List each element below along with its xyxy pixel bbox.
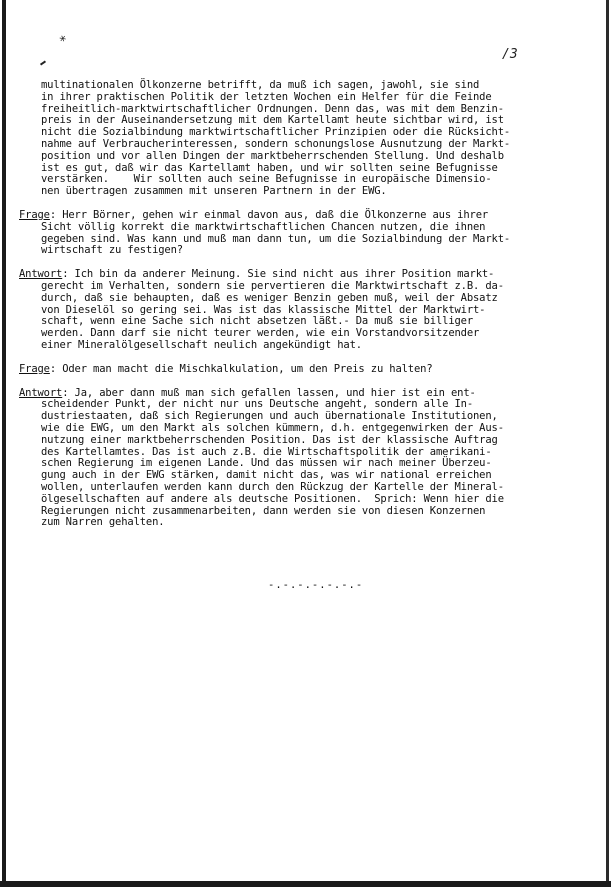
scan-edge-bottom: [0, 881, 611, 887]
text-line: verstärken. Wir sollten auch seine Befugnisse in europäische Dimensio-: [41, 173, 492, 186]
question-1: [19, 210, 589, 257]
text-line: Sicht völlig korrekt die marktwirtschaftlichen Chancen nutzen, die ihnen: [41, 220, 486, 233]
text-line: ist es gut, daß wir das Kartellamt haben, und wir sollten seine Befugnisse: [41, 161, 498, 174]
text-line: nutzung einer marktbeherrschenden Position. Das ist der klassische Auftrag: [41, 433, 498, 446]
text-line: werden. Dann darf sie nicht teurer werden, wie ein Vorstandvorsitzender: [41, 327, 480, 340]
text-line: preis in der Auseinandersetzung mit dem Kartellamt heute sichtbar wird, ist: [41, 114, 504, 127]
text-line: nicht die Sozialbindung marktwirtschaftlicher Prinzipien oder die Rücksicht-: [41, 126, 511, 139]
speaker-label-frage: Frage: [19, 208, 50, 221]
stray-mark: *: [57, 33, 71, 50]
text-line: freiheitlich-marktwirtschaftlicher Ordnungen. Denn das, was mit dem Benzin-: [41, 102, 504, 115]
text-line: nen übertragen zusammen mit unseren Partnern in der EWG.: [41, 185, 387, 198]
text-line: Regierungen nicht zusammenarbeiten, dann werden sie von diesen Konzernen: [41, 504, 486, 517]
question-text: : Herr Börner, gehen wir einmal davon aus, daß die Ölkonzerne aus ihrer: [49, 208, 489, 221]
end-separator: -.-.-.-.-.-.-: [268, 579, 364, 591]
intro-paragraph: [19, 80, 589, 198]
question-2: [19, 364, 589, 376]
text-line: position und vor allen Dingen der marktbeherrschenden Stellung. Und deshalb: [41, 149, 504, 162]
text-line: wollen, unterlaufen werden kann durch den Rückzug der Kartelle der Mineral-: [41, 480, 504, 493]
text-line: wirtschaft zu festigen?: [41, 244, 183, 257]
text-line: schaft, wenn eine Sache sich nicht absetzen läßt.- Da muß sie billiger: [41, 315, 474, 328]
text-line: gung auch in der EWG stärken, damit nicht das, was wir national erreichen: [41, 469, 492, 482]
scan-edge-left: [2, 0, 6, 887]
speaker-label-antwort: Antwort: [19, 386, 63, 399]
answer-text: : Ich bin da anderer Meinung. Sie sind nicht aus ihrer Position markt-: [62, 268, 495, 281]
text-line: in ihrer praktischen Politik der letzten Wochen ein Helfer für die Feinde: [41, 90, 492, 103]
text-line: wie die EWG, um den Markt als solchen kümmern, d.h. entgegenwirken der Aus-: [41, 421, 504, 434]
text-line: von Dieselöl so gering sei. Was ist das klassische Mittel der Marktwirt-: [41, 303, 486, 316]
text-line: zum Narren gehalten.: [41, 516, 165, 529]
text-line: ölgesellschaften auf andere als deutsche Positionen. Sprich: Wenn hier die: [41, 492, 504, 505]
pen-stroke: [40, 60, 46, 65]
answer-2: [19, 388, 589, 530]
text-line: durch, daß sie behaupten, daß es weniger Benzin geben muß, weil der Absatz: [41, 291, 498, 304]
answer-text: : Ja, aber dann muß man sich gefallen lassen, und hier ist ein ent-: [62, 386, 476, 399]
question-first-line: [19, 210, 589, 222]
text-line: gerecht im Verhalten, sondern sie pervertieren die Marktwirtschaft z.B. da-: [41, 279, 504, 292]
text-line: scheidender Punkt, der nicht nur uns Deutsche angeht, sondern alle In-: [41, 398, 474, 411]
text-line: des Kartellamtes. Das ist auch z.B. die Wirtschaftspolitik der amerikani-: [41, 445, 492, 458]
text-line: multinationalen Ölkonzerne betrifft, da muß ich sagen, jawohl, sie sind: [41, 79, 480, 91]
speaker-label-antwort: Antwort: [19, 268, 63, 281]
text-line: einer Mineralölgesellschaft neulich angekündigt hat.: [41, 338, 362, 351]
answer-1: [19, 269, 589, 352]
page-number: /3: [502, 47, 518, 62]
speaker-label-frage: Frage: [19, 362, 50, 375]
question-text: : Oder man macht die Mischkalkulation, um den Preis zu halten?: [49, 362, 433, 375]
text-line: schen Regierung im eigenen Lande. Und das müssen wir nach meiner Überzeu-: [41, 457, 492, 470]
text-line: gegeben sind. Was kann und muß man dann tun, um die Sozialbindung der Markt-: [41, 232, 511, 245]
text-line: nahme auf Verbraucherinteressen, sondern schonungslose Ausnutzung der Markt-: [41, 137, 511, 150]
transcript-body: [19, 80, 589, 541]
question-first-line: [19, 364, 589, 376]
scan-edge-right: [606, 0, 609, 887]
text-line: dustriestaaten, daß sich Regierungen und auch übernationale Institutionen,: [41, 410, 498, 423]
